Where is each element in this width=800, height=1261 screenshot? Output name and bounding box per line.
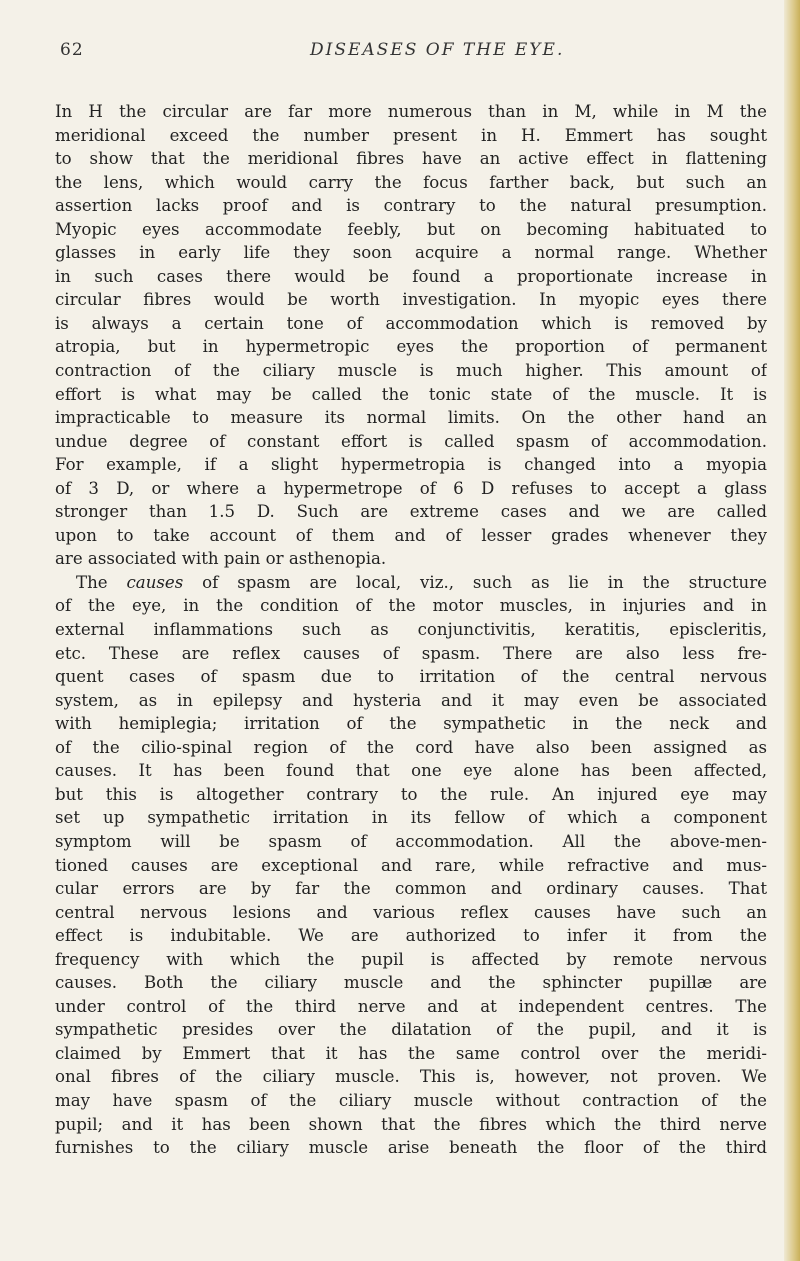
text-line: causes. It has been found that one eye alone has been affected,	[55, 761, 767, 781]
text-line: assertion lacks proof and is contrary to the natural presumption.	[55, 196, 767, 216]
text-line: etc. These are reflex causes of spasm. There are also less fre-	[55, 643, 767, 663]
intro-after: of spasm are local, viz., such as lie in the structure	[183, 572, 767, 592]
text-line: Myopic eyes accommodate feebly, but on becoming habituated to	[55, 219, 767, 239]
text-line: in such cases there would be found a proportionate increase in	[55, 266, 767, 286]
text-line: set up sympathetic irritation in its fellow of which a component	[55, 808, 767, 828]
paragraph-intro-line	[55, 571, 767, 595]
text-line: undue degree of constant effort is called spasm of accommodation.	[55, 431, 767, 451]
text-line: the lens, which would carry the focus farther back, but such an	[55, 172, 767, 192]
text-line: of the eye, in the condition of the motor muscles, in injuries and in	[55, 596, 767, 616]
text-line: glasses in early life they soon acquire a normal range. Whether	[55, 243, 767, 263]
text-line: claimed by Emmert that it has the same control over the meridi-	[55, 1043, 767, 1063]
text-line: central nervous lesions and various reflex causes have such an	[55, 902, 767, 922]
running-head: DISEASES OF THE EYE.	[310, 40, 565, 60]
text-line: furnishes to the ciliary muscle arise beneath the floor of the third	[55, 1138, 767, 1158]
text-line: sympathetic presides over the dilatation of the pupil, and it is	[55, 1020, 767, 1040]
intro-before: The	[76, 572, 127, 592]
text-line: meridional exceed the number present in H. Emmert has sought	[55, 125, 767, 145]
text-line: stronger than 1.5 D. Such are extreme cases and we are called	[55, 502, 767, 522]
body-text	[55, 100, 767, 1160]
text-line: but this is altogether contrary to the rule. An injured eye may	[55, 784, 767, 804]
page-number: 62	[60, 40, 84, 60]
text-line: system, as in epilepsy and hysteria and it may even be associated	[55, 690, 767, 710]
text-line: under control of the third nerve and at independent centres. The	[55, 996, 767, 1016]
text-line: of 3 D, or where a hypermetrope of 6 D refuses to accept a glass	[55, 478, 767, 498]
text-line: frequency with which the pupil is affected by remote nervous	[55, 949, 767, 969]
text-line: upon to take account of them and of lesser grades whenever they	[55, 525, 767, 545]
text-line: symptom will be spasm of accommodation. All the above-men-	[55, 831, 767, 851]
text-line: impracticable to measure its normal limits. On the other hand an	[55, 408, 767, 428]
text-line: are associated with pain or asthenopia.	[55, 549, 387, 569]
text-line: to show that the meridional fibres have an active effect in flattening	[55, 149, 767, 169]
text-line: onal fibres of the ciliary muscle. This is, however, not proven. We	[55, 1067, 767, 1087]
text-line: is always a certain tone of accommodation which is removed by	[55, 313, 767, 333]
text-line: For example, if a slight hypermetropia is changed into a myopia	[55, 455, 767, 475]
text-line: external inflammations such as conjunctivitis, keratitis, episcleritis,	[55, 620, 767, 640]
text-line: may have spasm of the ciliary muscle without contraction of the	[55, 1090, 767, 1110]
text-line: circular fibres would be worth investigation. In myopic eyes there	[55, 290, 767, 310]
text-line: atropia, but in hypermetropic eyes the proportion of permanent	[55, 337, 767, 357]
text-line: with hemiplegia; irritation of the sympathetic in the neck and	[55, 714, 767, 734]
text-line: quent cases of spasm due to irritation of the central nervous	[55, 667, 767, 687]
emphasis-causes: causes	[126, 572, 184, 592]
text-line: pupil; and it has been shown that the fibres which the third nerve	[55, 1114, 767, 1134]
page-header	[60, 40, 760, 70]
text-line: cular errors are by far the common and ordinary causes. That	[55, 879, 767, 899]
page-edge	[784, 0, 800, 1261]
text-line: In H the circular are far more numerous than in M, while in M the	[55, 102, 767, 121]
text-line: effect is indubitable. We are authorized to infer it from the	[55, 926, 767, 946]
text-line: contraction of the ciliary muscle is much higher. This amount of	[55, 361, 767, 381]
text-line: of the cilio-spinal region of the cord have also been assigned as	[55, 737, 767, 757]
text-line: tioned causes are exceptional and rare, while refractive and mus-	[55, 855, 767, 875]
text-line: causes. Both the ciliary muscle and the sphincter pupillæ are	[55, 973, 767, 993]
text-line: effort is what may be called the tonic state of the muscle. It is	[55, 384, 767, 404]
